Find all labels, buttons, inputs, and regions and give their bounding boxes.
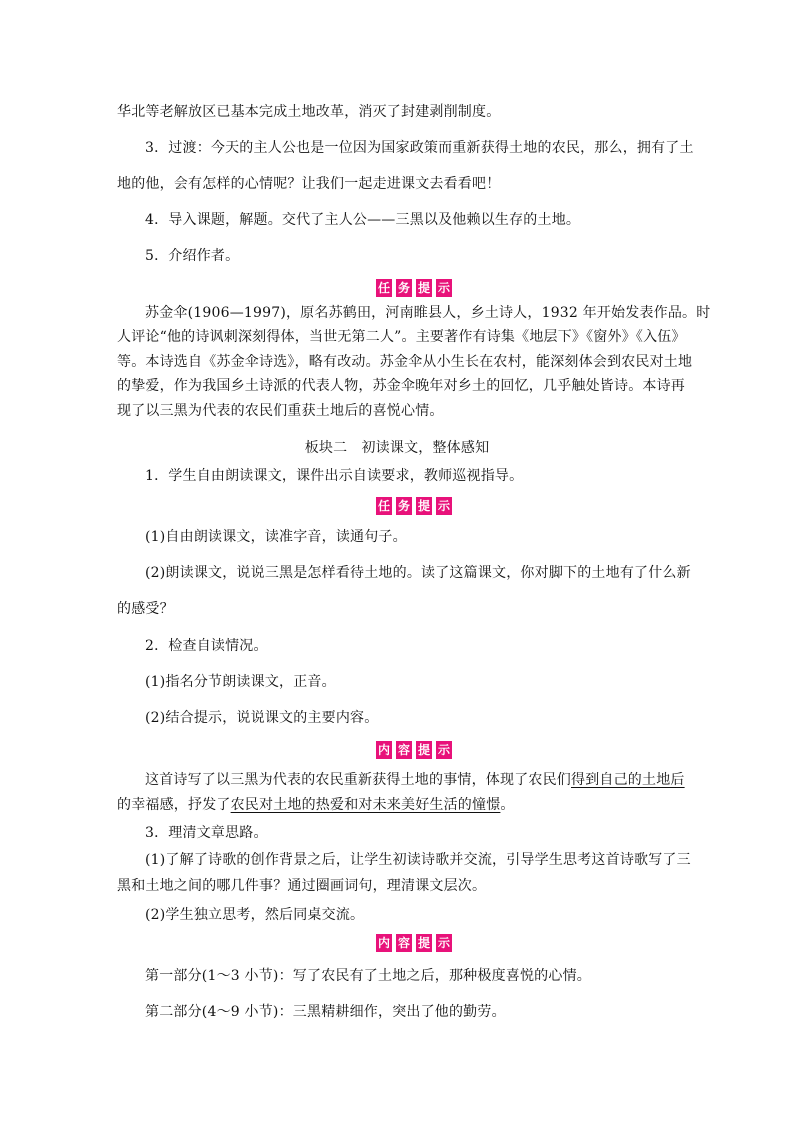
author-bio-line5: 现了以三黑为代表的农民们重获土地后的喜悦心情。 bbox=[117, 403, 444, 419]
underlined-phrase: 农民对土地的热爱和对未来美好生活的憧憬 bbox=[230, 797, 501, 813]
content-hint-tag-1 bbox=[372, 740, 456, 760]
section-heading: 板块二 初读课文，整体感知 bbox=[304, 440, 490, 456]
tag-char: 容 bbox=[397, 743, 410, 757]
paragraph-intro-topic: 4．导入课题，解题。交代了主人公——三黑以及他赖以生存的土地。 bbox=[145, 212, 581, 228]
requirement-2-line2: 的感受？ bbox=[117, 601, 174, 617]
tag-char: 内 bbox=[377, 936, 390, 950]
tag-char: 示 bbox=[437, 499, 450, 513]
tag-char: 提 bbox=[417, 743, 430, 757]
tag-char: 务 bbox=[397, 281, 410, 295]
tag-char: 内 bbox=[377, 743, 390, 757]
author-bio-line3: 等。本诗选自《苏金伞诗选》，略有改动。苏金伞从小生长在农村，能深刻体会到农民对土地 bbox=[117, 354, 693, 370]
check-item-2: (2)结合提示，说说课文的主要内容。 bbox=[145, 710, 379, 726]
tag-char: 容 bbox=[397, 936, 410, 950]
step-structure: 3．理清文章思路。 bbox=[145, 825, 268, 841]
requirement-2-line1: (2)朗读课文，说说三黑是怎样看待土地的。读了这篇课文，你对脚下的土地有了什么新 bbox=[145, 565, 691, 581]
paragraph-land-reform: 华北等老解放区已基本完成土地改革，消灭了封建剥削制度。 bbox=[117, 104, 501, 120]
step-read-aloud: 1．学生自由朗读课文，课件出示自读要求，教师巡视指导。 bbox=[145, 468, 524, 484]
step-check-reading: 2．检查自读情况。 bbox=[145, 638, 268, 654]
poem-part-1: 第一部分(1～3 小节)：写了农民有了土地之后，那种极度喜悦的心情。 bbox=[145, 968, 591, 984]
tag-char: 示 bbox=[437, 281, 450, 295]
tag-char: 提 bbox=[417, 936, 430, 950]
tag-char: 示 bbox=[437, 936, 450, 950]
content-text: 这首诗写了以三黑为代表的农民重新获得土地的事情，体现了农民们 bbox=[145, 772, 571, 788]
paragraph-intro-author: 5．介绍作者。 bbox=[145, 248, 240, 264]
content-summary-line1 bbox=[145, 770, 685, 790]
tag-char: 提 bbox=[417, 281, 430, 295]
paragraph-transition-line2: 地的他，会有怎样的心情呢？让我们一起走进课文去看看吧！ bbox=[117, 176, 501, 192]
tag-char: 务 bbox=[397, 499, 410, 513]
content-summary-line2 bbox=[117, 795, 687, 815]
underlined-phrase: 得到自己的土地后 bbox=[571, 772, 685, 788]
content-text: 。 bbox=[500, 797, 515, 813]
author-bio-line2: 人评论“他的诗讽刺深刻得体，当世无第二人”。主要著作有诗集《地层下》《窗外》《入伍》 bbox=[117, 329, 686, 345]
author-bio-line1: 苏金伞(1906—1997)，原名苏鹤田，河南睢县人，乡土诗人，1932 年开始发表作品。时 bbox=[145, 305, 711, 321]
structure-item-1-line1: (1)了解了诗歌的创作背景之后，让学生初读诗歌并交流，引导学生思考这首诗歌写了三 bbox=[145, 852, 691, 868]
structure-item-1-line2: 黑和土地之间的哪几件事？通过圈画词句，理清课文层次。 bbox=[117, 878, 487, 894]
paragraph-transition-line1: 3．过渡：今天的主人公也是一位因为国家政策而重新获得土地的农民，那么，拥有了土 bbox=[145, 140, 694, 156]
poem-part-2: 第二部分(4～9 小节)：三黑精耕细作，突出了他的勤劳。 bbox=[145, 1004, 506, 1020]
structure-item-2: (2)学生独立思考，然后同桌交流。 bbox=[145, 907, 365, 923]
task-hint-tag-1 bbox=[372, 278, 456, 298]
requirement-1: (1)自由朗读课文，读准字音，读通句子。 bbox=[145, 529, 407, 545]
check-item-1: (1)指名分节朗读课文，正音。 bbox=[145, 674, 336, 690]
tag-char: 示 bbox=[437, 743, 450, 757]
tag-char: 任 bbox=[377, 499, 390, 513]
content-hint-tag-2 bbox=[372, 933, 456, 953]
task-hint-tag-2 bbox=[372, 496, 456, 516]
content-text: 的幸福感，抒发了 bbox=[117, 797, 231, 813]
tag-char: 任 bbox=[377, 281, 390, 295]
tag-char: 提 bbox=[417, 499, 430, 513]
author-bio-line4: 的挚爱，作为我国乡土诗派的代表人物，苏金伞晚年对乡土的回忆，几乎触处皆诗。本诗再 bbox=[117, 378, 685, 394]
